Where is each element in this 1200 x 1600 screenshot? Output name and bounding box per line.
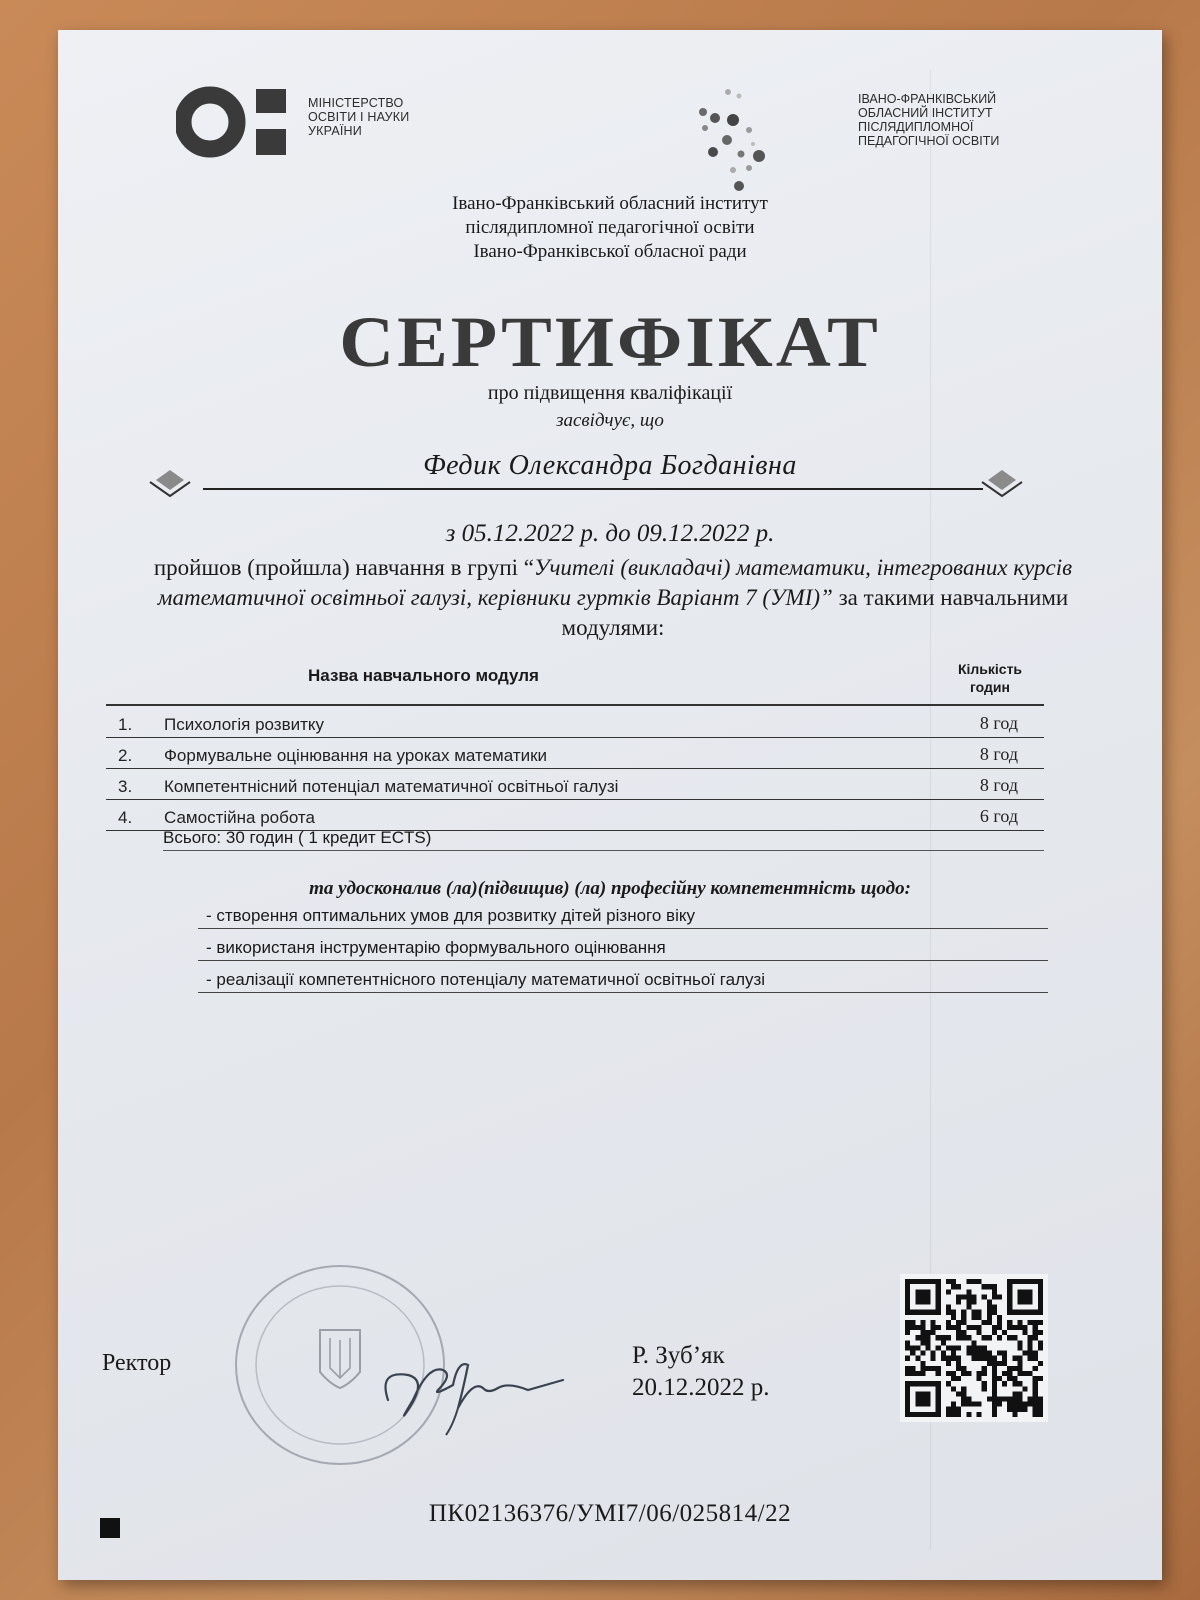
signer-block <box>632 1340 770 1404</box>
row-module: Психологія розвитку <box>164 715 325 734</box>
organization-line-3: Івано-Франківської обласної ради <box>473 241 747 262</box>
table-header-hours-line-1: Кількість <box>957 661 1023 677</box>
competency-text: - реалізації компетентнісного потенціалу математичної освітньої галузі <box>206 970 766 989</box>
row-number: 3. <box>118 777 133 796</box>
ministry-name <box>308 96 409 138</box>
competence-heading: та удосконалив (ла)(підвищив) (ла) професійну компетентність щодо: <box>309 878 911 899</box>
row-module: Формувальне оцінювання на уроках математики <box>164 746 548 765</box>
certificate-serial: ПК02136376/УМІ7/06/025814/22 <box>428 1500 792 1527</box>
ministry-line-2: ОСВІТИ І НАУКИ <box>308 110 410 124</box>
certificate-subtitle: про підвищення кваліфікації <box>487 382 733 404</box>
corner-mark <box>100 1518 120 1538</box>
institute-line-3: ПІСЛЯДИПЛОМНОЇ <box>858 120 974 134</box>
name-underline <box>203 488 983 490</box>
recipient-name: Федик Олександра Богданівна <box>423 450 797 481</box>
ministry-line-1: МІНІСТЕРСТВО <box>308 96 404 110</box>
signer-name: Р. Зуб’як <box>632 1342 725 1369</box>
institute-line-1: ІВАНО-ФРАНКІВСЬКИЙ <box>858 92 997 106</box>
training-prefix: пройшов (пройшла) навчання в групі “ <box>153 555 534 580</box>
certifies-text: засвідчує, що <box>556 410 664 431</box>
table-total-row <box>163 822 1044 851</box>
organization-block <box>58 192 1162 264</box>
table-header-hours <box>930 660 1050 696</box>
organization-line-2: післядипломної педагогічної освіти <box>465 217 755 238</box>
competency-item <box>198 900 1048 929</box>
institute-name <box>858 92 999 148</box>
institute-line-2: ОБЛАСНИЙ ІНСТИТУТ <box>858 106 993 120</box>
table-row <box>106 707 1044 738</box>
row-hours: 8 год <box>979 713 1018 733</box>
table-total: Всього: 30 годин ( 1 кредит ECTS) <box>163 828 432 847</box>
diamond-ornament-icon <box>148 468 192 498</box>
ministry-line-3: УКРАЇНИ <box>308 124 362 138</box>
table-top-rule <box>106 704 1044 706</box>
certificate-title: СЕРТИФІКАТ <box>339 302 881 382</box>
signature-icon <box>358 1330 568 1440</box>
row-number: 1. <box>118 715 133 734</box>
row-module: Компетентнісний потенціал математичної освітньої галузі <box>164 777 619 796</box>
table-row <box>106 769 1044 800</box>
organization-line-1: Івано-Франківський обласний інститут <box>452 193 768 214</box>
training-description <box>118 553 1108 643</box>
table-header-module: Назва навчального модуля <box>308 666 539 685</box>
signer-role: Ректор <box>102 1350 172 1376</box>
training-group: Учителі (викладачі) математики, інтегрованих курсів математичної освітньої галузі, керівники гуртків Варіант 7 (УМІ)” <box>157 555 1073 610</box>
row-hours: 8 год <box>979 775 1018 795</box>
ministry-logo-icon <box>176 86 291 158</box>
competency-item <box>198 964 1048 993</box>
table-header-hours-line-2: годин <box>970 679 1010 695</box>
diamond-ornament-icon <box>980 468 1024 498</box>
row-hours: 6 год <box>979 806 1018 826</box>
certificate-sheet <box>58 30 1162 1580</box>
row-number: 4. <box>118 808 133 827</box>
competency-text: - використаня інструментарію формувального оцінювання <box>206 938 666 957</box>
competency-text: - створення оптимальних умов для розвитку дітей різного віку <box>206 906 695 925</box>
signature-date: 20.12.2022 р. <box>632 1374 770 1401</box>
row-number: 2. <box>118 746 133 765</box>
qr-code-icon <box>900 1274 1048 1422</box>
institute-line-4: ПЕДАГОГІЧНОЇ ОСВІТИ <box>858 134 1000 148</box>
row-module: Самостійна робота <box>164 808 315 827</box>
table-row <box>106 738 1044 769</box>
training-period: з 05.12.2022 р. до 09.12.2022 р. <box>445 520 775 547</box>
institute-logo-icon <box>683 82 793 202</box>
row-hours: 8 год <box>979 744 1018 764</box>
training-suffix: за такими навчальними модулями: <box>561 585 1069 640</box>
competency-item <box>198 932 1048 961</box>
